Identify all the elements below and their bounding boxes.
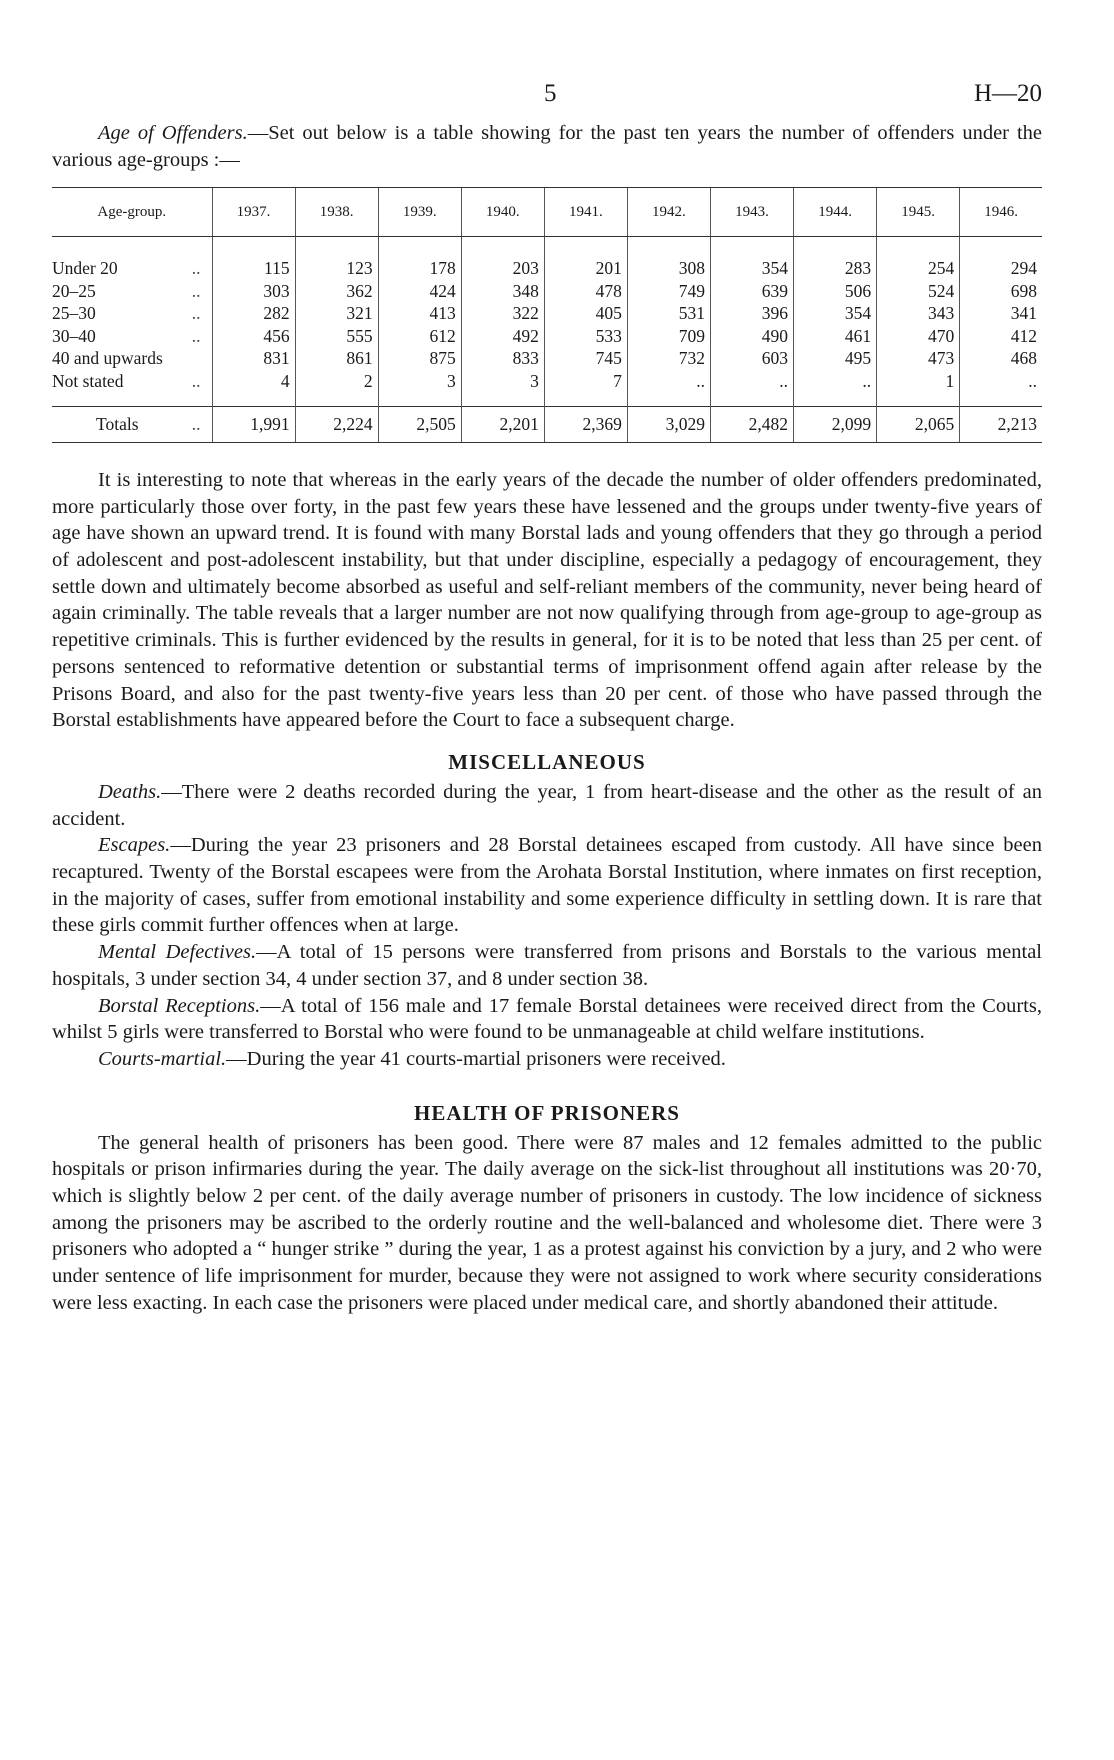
table-cell: 283 (794, 237, 877, 280)
misc-paragraph (52, 779, 1042, 832)
table-cell: 2,201 (461, 407, 544, 443)
misc-paragraph (52, 832, 1042, 939)
misc-text: —A total of 156 male and 17 female Borstal detainees were received direct from the Courts, whilst 5 girls were transferred to Borstal who were found to be unmanageable at child welfare institutions. (52, 994, 1042, 1044)
table-cell: 2,482 (710, 407, 793, 443)
table-footer (52, 407, 1042, 443)
table-cell: 495 (794, 347, 877, 370)
table-cell: .. (794, 370, 877, 407)
table-cell: 2,099 (794, 407, 877, 443)
misc-title: Mental Defectives. (98, 941, 257, 964)
table-cell: 531 (627, 302, 710, 325)
misc-paragraph (52, 1046, 1042, 1073)
table-cell: 1 (877, 370, 960, 407)
misc-text: —During the year 41 courts-martial prisoners were received. (226, 1047, 726, 1070)
table-cell: 303 (212, 280, 295, 303)
column-header: 1946. (960, 188, 1042, 237)
table-cell: 603 (710, 347, 793, 370)
table-cell: 282 (212, 302, 295, 325)
table-row (52, 280, 1042, 303)
leader-dots: .. (191, 325, 201, 346)
leader-dots: .. (191, 414, 201, 435)
misc-text: —There were 2 deaths recorded during the year, 1 from heart-disease and the other as the result of an accident. (52, 780, 1042, 830)
table-cell: 201 (544, 237, 627, 280)
column-header: 1943. (710, 188, 793, 237)
column-header: 1940. (461, 188, 544, 237)
age-group-cell (52, 237, 212, 280)
table-cell: 424 (378, 280, 461, 303)
table-cell: 343 (877, 302, 960, 325)
table-cell: 698 (960, 280, 1042, 303)
column-header: Age-group. (52, 188, 212, 237)
table-cell: 322 (461, 302, 544, 325)
table-cell: 354 (710, 237, 793, 280)
column-header: 1937. (212, 188, 295, 237)
table-cell: 709 (627, 325, 710, 348)
table-cell: 412 (960, 325, 1042, 348)
table-cell: 861 (295, 347, 378, 370)
table-cell: 321 (295, 302, 378, 325)
table-cell: 468 (960, 347, 1042, 370)
table-cell: 478 (544, 280, 627, 303)
leader-dots: .. (191, 258, 201, 279)
table-cell: 2,224 (295, 407, 378, 443)
table-header-row (52, 188, 1042, 237)
table-row (52, 302, 1042, 325)
trend-paragraph: It is interesting to note that whereas in the early years of the decade the number of older offenders predominated, more particularly those over forty, in the past few years these have lessened and the groups under twenty-five years of age have shown an upward trend. It is found with many Borstal lads and young offenders that they go through a period of adolescent and post-adolescent instability, but that under discipline, especially a pedagogy of encouragement, they settle down and ultimately become absorbed as useful and self-reliant members of the community, never being heard of again criminally. The table reveals that a larger number are not now qualifying through from age-group to age-group as repetitive criminals. This is further evidenced by the results in general, for it is to be noted that less than 25 per cent. of persons sentenced to reformative detention or substantial terms of imprisonment offend again after release by the Prisons Board, and also for the past twenty-five years less than 20 per cent. of those who have passed through the Borstal establishments have appeared before the Court to face a subsequent charge. (52, 468, 1042, 732)
leader-dots: .. (191, 370, 201, 391)
health-paragraph: The general health of prisoners has been good. There were 87 males and 12 females admitted to the public hospitals or prison infirmaries during the year. The daily average on the sick-list throughout all institutions was 20·70, which is slightly below 2 per cent. of the daily average number of prisoners in custody. The low incidence of sickness among the prisoners may be ascribed to the orderly routine and the well-balanced and wholesome diet. There were 3 prisoners who adopted a “ hunger strike ” during the year, 1 as a protest against his conviction by a jury, and 2 who were under sentence of life imprisonment for murder, because they were not assigned to work where security considerations were less exacting. In each case the prisoners were placed under medical care, and shortly abandoned their attitude. (52, 1131, 1042, 1314)
table-cell: 354 (794, 302, 877, 325)
document-page (52, 70, 1042, 1317)
age-group-cell (52, 370, 212, 407)
table-cell: 396 (710, 302, 793, 325)
table-cell: 732 (627, 347, 710, 370)
age-intro-text: —Set out below is a table showing for the past ten years the number of offenders under the various age-groups :— (52, 122, 1043, 171)
table-row (52, 347, 1042, 370)
leader-dots: .. (191, 303, 201, 324)
table-cell: 3 (461, 370, 544, 407)
table-row (52, 237, 1042, 280)
table-cell: 2,505 (378, 407, 461, 443)
table-cell: 461 (794, 325, 877, 348)
age-group-cell (52, 280, 212, 303)
table-body (52, 237, 1042, 407)
health-heading: HEALTH OF PRISONERS (413, 1100, 680, 1125)
row-label: 30–40 (52, 325, 96, 346)
table-cell: 405 (544, 302, 627, 325)
age-intro-title: Age of Offenders. (98, 122, 248, 144)
table-cell: 831 (212, 347, 295, 370)
table-cell: 254 (877, 237, 960, 280)
table-cell: 3,029 (627, 407, 710, 443)
table-cell: 749 (627, 280, 710, 303)
table-cell: 639 (710, 280, 793, 303)
table-cell: 833 (461, 347, 544, 370)
table-cell: .. (960, 370, 1042, 407)
miscellaneous-list (52, 779, 1042, 1073)
misc-paragraph (52, 993, 1042, 1046)
table-cell: 492 (461, 325, 544, 348)
table-cell: 612 (378, 325, 461, 348)
table-cell: 3 (378, 370, 461, 407)
misc-title: Escapes. (98, 834, 171, 857)
column-header: 1939. (378, 188, 461, 237)
totals-row (52, 407, 1042, 443)
age-group-cell (52, 347, 212, 370)
page-header (52, 70, 1042, 120)
table-cell: 473 (877, 347, 960, 370)
table-cell: 341 (960, 302, 1042, 325)
table-cell: 308 (627, 237, 710, 280)
table-cell: .. (627, 370, 710, 407)
table-cell: 2,065 (877, 407, 960, 443)
column-header: 1944. (794, 188, 877, 237)
misc-title: Borstal Receptions. (98, 994, 261, 1017)
misc-text: —During the year 23 prisoners and 28 Borstal detainees escaped from custody. All have since been recaptured. Twenty of the Borstal escapees were from the Arohata Borstal Institution, where inmates on first reception, in the majority of cases, suffer from emotional instability and some experience difficulty in settling down. It is rare that these girls commit further offences when at large. (52, 834, 1042, 937)
table-cell: 294 (960, 237, 1042, 280)
table-cell: 2,213 (960, 407, 1042, 443)
table-cell: 203 (461, 237, 544, 280)
table-cell: .. (710, 370, 793, 407)
table-cell: 7 (544, 370, 627, 407)
table-cell: 4 (212, 370, 295, 407)
row-label: 25–30 (52, 303, 96, 324)
table-cell: 490 (710, 325, 793, 348)
document-code: H—20 (973, 80, 1042, 107)
table-cell: 456 (212, 325, 295, 348)
row-label: 40 and upwards (52, 348, 163, 369)
table-row (52, 325, 1042, 348)
column-header: 1941. (544, 188, 627, 237)
table-cell: 555 (295, 325, 378, 348)
table-cell: 745 (544, 347, 627, 370)
table-cell: 2,369 (544, 407, 627, 443)
leader-dots: .. (191, 280, 201, 301)
row-label: Under 20 (52, 258, 118, 279)
table-cell: 875 (378, 347, 461, 370)
table-cell: 2 (295, 370, 378, 407)
age-group-cell (52, 325, 212, 348)
table-cell: 362 (295, 280, 378, 303)
table-cell: 506 (794, 280, 877, 303)
table-row (52, 370, 1042, 407)
table-cell: 178 (378, 237, 461, 280)
table-cell: 470 (877, 325, 960, 348)
column-header: 1942. (627, 188, 710, 237)
misc-text: —A total of 15 persons were transferred from prisons and Borstals to the various mental hospitals, 3 under section 34, 4 under section 37, and 8 under section 38. (52, 941, 1042, 990)
table-cell: 413 (378, 302, 461, 325)
column-header: 1938. (295, 188, 378, 237)
age-group-table (52, 187, 1042, 443)
row-label: 20–25 (52, 280, 96, 301)
table-cell: 1,991 (212, 407, 295, 443)
age-intro (52, 120, 1042, 173)
miscellaneous-heading: MISCELLANEOUS (448, 749, 646, 774)
misc-title: Deaths. (98, 780, 162, 803)
table-cell: 524 (877, 280, 960, 303)
table-cell: 115 (212, 237, 295, 280)
table-cell: 123 (295, 237, 378, 280)
row-label: Totals (96, 414, 139, 435)
table-cell: 348 (461, 280, 544, 303)
misc-paragraph (52, 939, 1042, 992)
age-group-cell (52, 302, 212, 325)
table-cell: 533 (544, 325, 627, 348)
column-header: 1945. (877, 188, 960, 237)
row-label: Not stated (52, 370, 124, 391)
totals-label-cell (52, 407, 212, 443)
page-number: 5 (544, 80, 557, 107)
misc-title: Courts-martial. (98, 1047, 227, 1070)
